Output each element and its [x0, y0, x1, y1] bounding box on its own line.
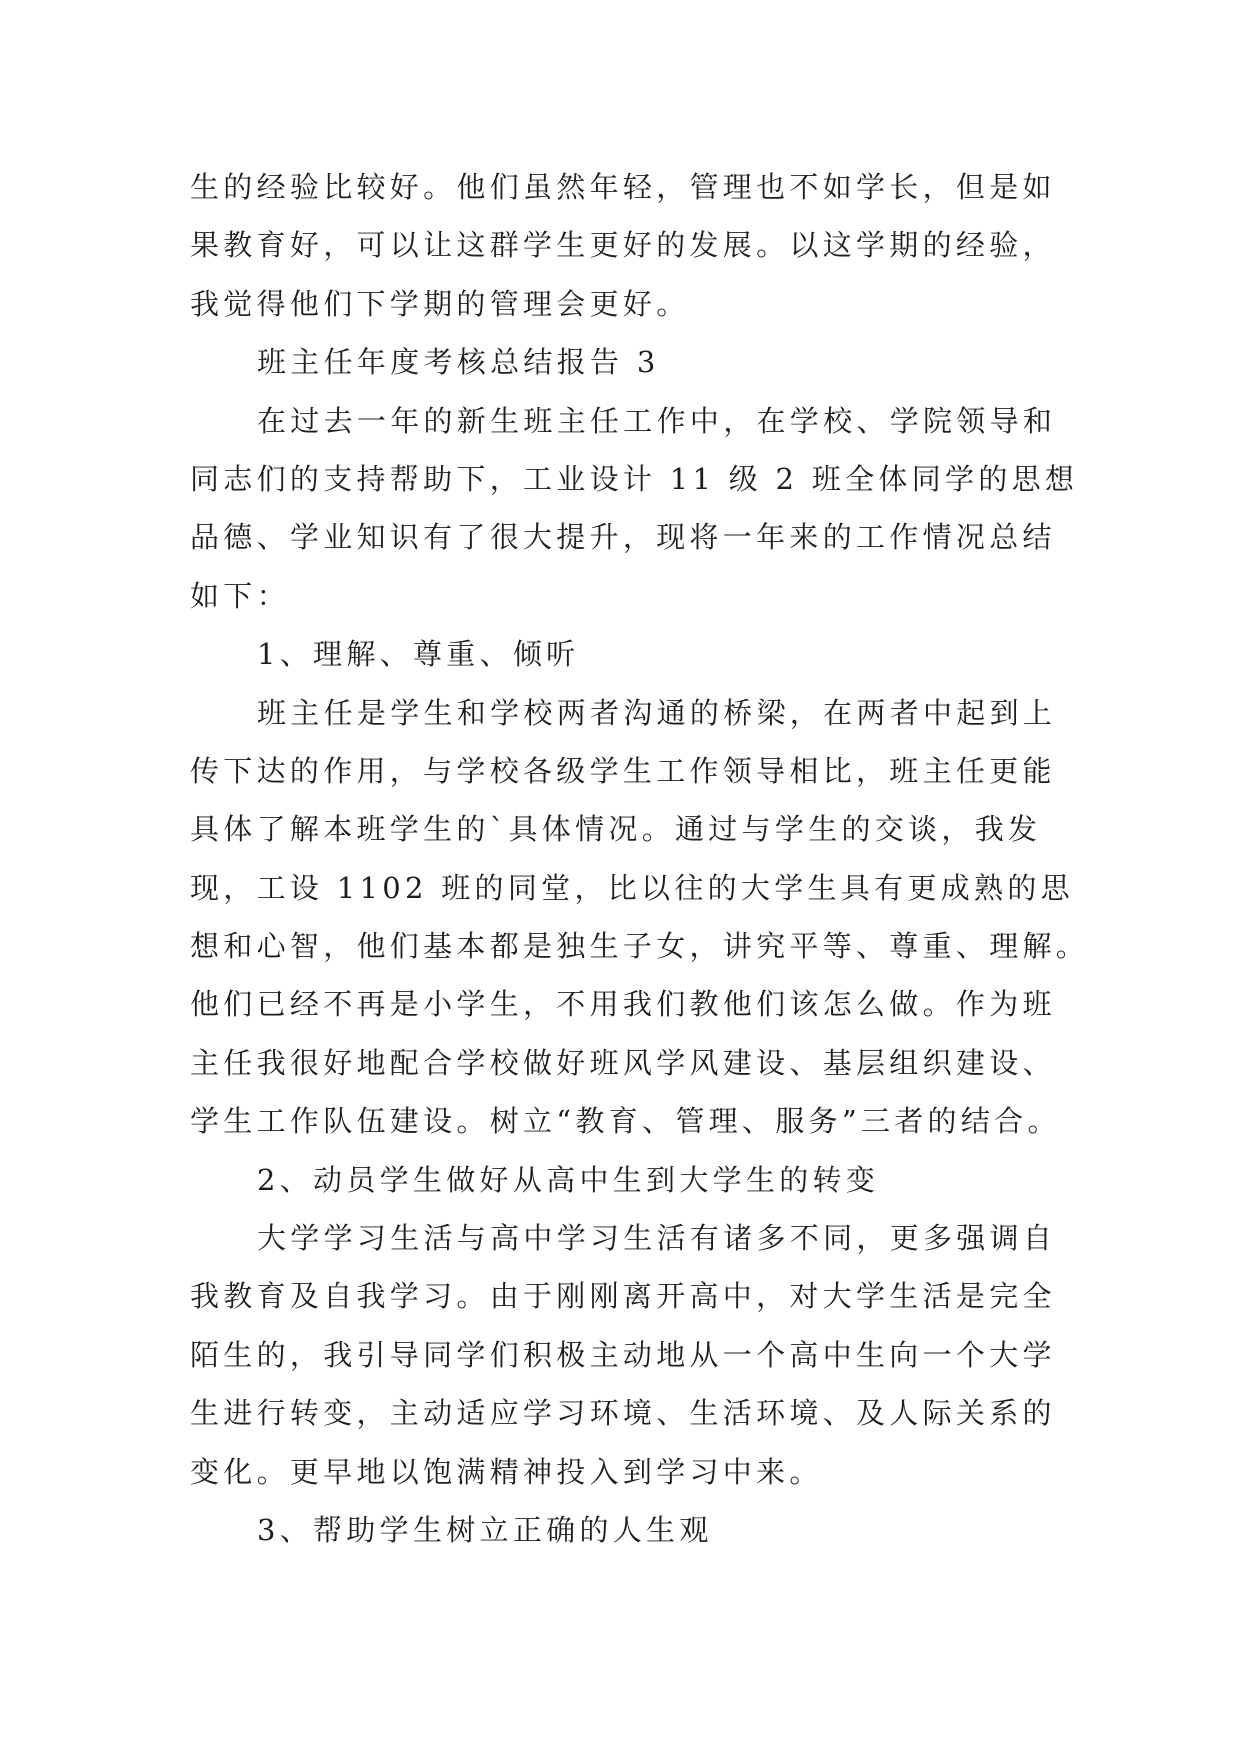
text-line: 传下达的作用，与学校各级学生工作领导相比，班主任更能	[190, 753, 1056, 788]
text-line: 想和心智，他们基本都是独生子女，讲究平等、尊重、理解。	[190, 929, 1090, 964]
section-heading: 班主任年度考核总结报告 3	[257, 345, 660, 380]
text-line: 在过去一年的新生班主任工作中，在学校、学院领导和	[257, 403, 1057, 438]
text-line: 品德、学业知识有了很大提升，现将一年来的工作情况总结	[190, 520, 1056, 555]
text-line: 生进行转变，主动适应学习环境、生活环境、及人际关系的	[190, 1396, 1056, 1431]
text-line: 同志们的支持帮助下，工业设计 11 级 2 班全体同学的思想	[190, 461, 1079, 496]
text-line: 班主任是学生和学校两者沟通的桥梁，在两者中起到上	[257, 695, 1057, 730]
text-line: 现，工设 1102 班的同堂，比以往的大学生具有更成熟的思	[190, 870, 1074, 905]
subheading: 2、动员学生做好从高中生到大学生的转变	[257, 1162, 880, 1197]
subheading: 1、理解、尊重、倾听	[257, 637, 580, 672]
text-line: 生的经验比较好。他们虽然年轻，管理也不如学长，但是如	[190, 170, 1056, 204]
text-line: 他们已经不再是小学生，不用我们教他们该怎么做。作为班	[190, 987, 1056, 1022]
text-line: 陌生的，我引导同学们积极主动地从一个高中生向一个大学	[190, 1337, 1056, 1372]
text-line: 大学学习生活与高中学习生活有诸多不同，更多强调自	[257, 1221, 1057, 1256]
subheading: 3、帮助学生树立正确的人生观	[257, 1512, 713, 1547]
text-line: 我教育及自我学习。由于刚刚离开高中，对大学生活是完全	[190, 1279, 1056, 1314]
text-line: 主任我很好地配合学校做好班风学风建设、基层组织建设、	[190, 1045, 1056, 1080]
text-line: 变化。更早地以饱满精神投入到学习中来。	[190, 1454, 823, 1489]
document-page	[190, 158, 1090, 1559]
text-line: 学生工作队伍建设。树立“教育、管理、服务”三者的结合。	[190, 1104, 1061, 1139]
text-line: 我觉得他们下学期的管理会更好。	[190, 286, 690, 321]
text-line: 如下：	[190, 578, 290, 613]
text-line: 具体了解本班学生的`具体情况。通过与学生的交谈，我发	[190, 812, 1042, 847]
text-line: 果教育好，可以让这群学生更好的发展。以这学期的经验，	[190, 228, 1056, 263]
